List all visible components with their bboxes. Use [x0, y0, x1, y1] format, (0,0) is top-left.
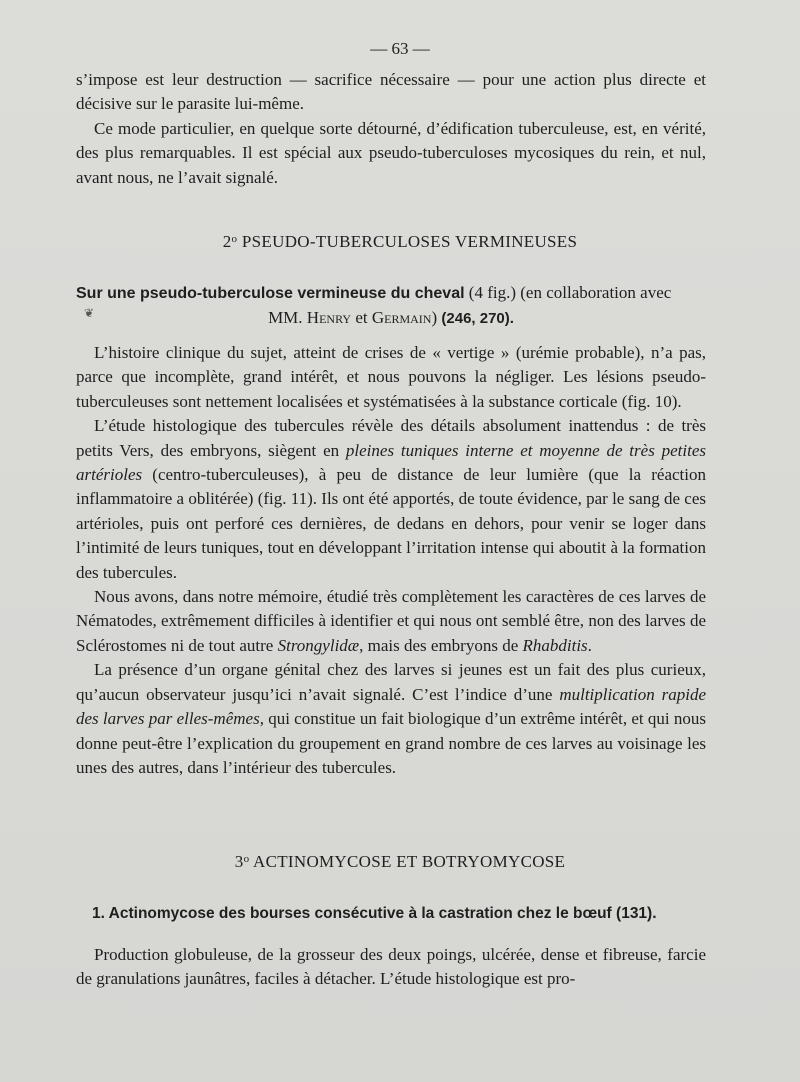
paragraph-block-1 — [76, 68, 706, 190]
paragraph: La présence d’un organe génital chez des larves si jeunes est un fait des plus curieux, qu’aucun observateur jusqu’ici n’avait signalé. C’est l’indice d’une multiplication rapide des larves par elles-mêmes, qui constitue un fait biologique d’un extrême intérêt, et qui nous donne peut-être l’explication du groupement en grand nombre de ces larves au voisinage les unes des autres, dans l’intérieur des tubercules. — [76, 660, 706, 777]
bullet-mark: ❦ — [84, 306, 95, 320]
subsection-title: 1. Actinomycose des bourses consécutive à la castration chez le bœuf (131). — [92, 905, 657, 922]
article-title: Sur une pseudo-tuberculose vermineuse du cheval — [76, 285, 465, 302]
section-heading-vermineuses — [0, 232, 800, 252]
section-title: ACTINOMYCOSE ET BOTRYOMYCOSE — [253, 852, 566, 871]
section-heading-actinomycose — [0, 852, 800, 872]
section-title: PSEUDO-TUBERCULOSES VERMINEUSES — [241, 232, 578, 251]
paragraph: s’impose est leur destruction — sacrifice nécessaire — pour une action plus directe et décisive sur le parasite lui-même. — [76, 70, 706, 114]
article-reference — [76, 281, 706, 332]
article-refs: (246, 270). — [441, 310, 514, 328]
paragraph: Ce mode particulier, en quelque sorte détourné, d’édification tuberculeuse, est, en vérité, des plus remarquables. Il est spécial aux pseudo-tuberculoses mycosiques du rein, et nul, avant nous, ne l’avait signalé. — [76, 118, 706, 187]
paragraph-block-3 — [76, 943, 706, 992]
article-authors-prefix: MM. — [268, 308, 303, 328]
article-authors-line — [76, 306, 706, 331]
section-number: 2 — [222, 232, 232, 251]
paragraph: L’étude histologique des tubercules révèle des détails absolument inattendus : de très petits Vers, des embryons, siègent en pleines tuniques interne et moyenne de très petites artérioles (centro-tuberculeuses), à peu de distance de leur lumière (que la réaction inflammatoire a oblitérée) (fig. 11). Ils ont été apportés, de toute évidence, par le sang de ces artérioles, puis ont perforé ces dernières, de dedans en dehors, pour venir se loger dans l’intimité de leurs tuniques, tout en développant l’irritation intense qui aboutit à la formation des tubercules. — [76, 416, 707, 582]
section-number-suffix: o — [231, 233, 238, 245]
author-henry: Henry — [306, 308, 352, 328]
author-germain: Germain — [371, 308, 432, 328]
section-number: 3 — [234, 852, 244, 871]
paragraph: Production globuleuse, de la grosseur des deux poings, ulcérée, dense et fibreuse, farcie de granulations jaunâtres, faciles à détacher. L’étude histologique est pro- — [76, 945, 706, 989]
article-authors-and: et — [355, 308, 368, 328]
paragraph-block-2 — [76, 341, 706, 780]
article-close-paren: ) — [431, 308, 438, 328]
section-number-suffix: o — [243, 853, 250, 865]
paragraph: L’histoire clinique du sujet, atteint de crises de « vertige » (urémie probable), n’a pas, parce que incomplète, grand intérêt, et nous pouvons la négliger. Les lésions pseudo-tuberculeuses sont nettement localisées et systématisées à la substance corticale (fig. 10). — [76, 343, 706, 411]
paragraph: Nous avons, dans notre mémoire, étudié très complètement les caractères de ces larves de Nématodes, extrêmement difficiles à identifier et qui nous ont semblé être, non des larves de Sclérostomes ni de tout autre Strongylidæ, mais des embryons de Rhabditis. — [76, 587, 706, 655]
article-note: (4 fig.) (en collaboration avec — [468, 283, 672, 302]
page-number: — 63 — — [370, 39, 430, 58]
